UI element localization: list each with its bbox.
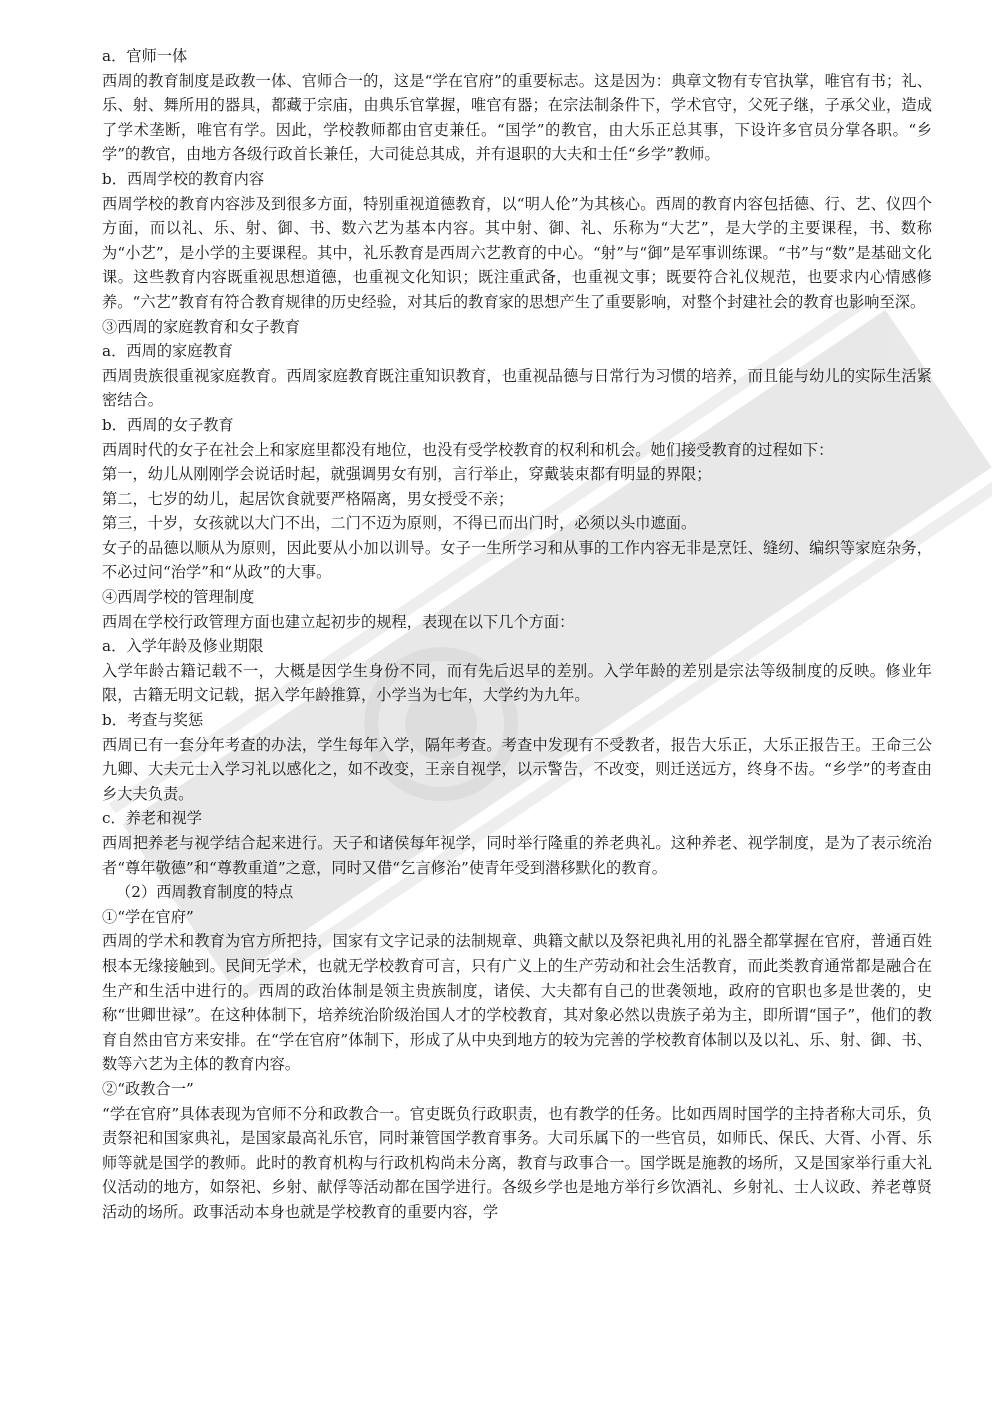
body-paragraph: 第一，幼儿从刚刚学会说话时起，就强调男女有别，言行举止，穿戴装束都有明显的界限； [102,465,712,484]
section-heading: a．西周的家庭教育 [102,342,234,361]
body-paragraph: 西周已有一套分年考查的办法，学生每年入学，隔年考查。考查中发现有不受教者，报告大乐正，大乐正报告王。王命三公九卿、大夫元士入学习礼以感化之，如不改变，王亲自视学，以示警告，不改变，则迁送远方，终身不齿。“乡学”的考查由乡大夫负责。 [102,735,932,803]
section-heading: b．考查与奖惩 [102,711,204,730]
section-heading: ②“政教合一” [102,1079,194,1098]
section-heading: ③西周的家庭教育和女子教育 [102,317,301,336]
body-paragraph: 西周的学术和教育为官方所把持，国家有文字记录的法制规章、典籍文献以及祭祀典礼用的礼器全都掌握在官府，普通百姓根本无缘接触到。民间无学术，也就无学校教育可言，只有广义上的生产劳动和社会生活教育，而此类教育通常都是融合在生产和生活中进行的。西周的政治体制是领主贵族制度，诸侯、大夫都有自己的世袭领地，政府的官职也多是世袭的，史称“世卿世禄”。在这种体制下，培养统治阶级治国人才的学校教育，其对象必然以贵族子弟为主，即所谓“国子”，他们的教育自然由官方来安排。在“学在官府”体制下，形成了从中央到地方的较为完善的学校教育体制以及以礼、乐、射、御、书、数等六艺为主体的教育内容。 [102,932,932,1074]
section-heading: ①“学在官府” [102,907,194,926]
body-paragraph: 入学年龄古籍记载不一，大概是因学生身份不同，而有先后迟早的差别。入学年龄的差别是宗法等级制度的反映。修业年限，古籍无明文记载，据入学年龄推算，小学当为七年，大学约为九年。 [102,661,932,705]
section-heading: ④西周学校的管理制度 [102,588,255,607]
section-heading: b．西周学校的教育内容 [102,169,265,188]
section-heading: a．官师一体 [102,47,188,65]
section-heading: c．养老和视学 [102,809,202,828]
subsection-heading: （2）西周教育制度的特点 [116,883,294,902]
document-body [102,44,932,1225]
body-paragraph: 西周的教育制度是政教一体、官师合一的，这是“学在官府”的重要标志。这是因为：典章文物有专官执掌，唯官有书；礼、乐、射、舞所用的器具，都藏于宗庙，由典乐官掌握，唯官有器；在宗法制条件下，学术官守，父死子继，子承父业，造成了学术垄断，唯官有学。因此，学校教师都由官吏兼任。“国学”的教官，由大乐正总其事，下设许多官员分掌各职。“乡学”的教官，由地方各级行政首长兼任，大司徒总其成，并有退职的大夫和士任“乡学”教师。 [102,71,932,164]
body-paragraph: “学在官府”具体表现为官师不分和政教合一。官吏既负行政职责，也有教学的任务。比如西周时国学的主持者称大司乐，负责祭祀和国家典礼，是国家最高礼乐官，同时兼管国学教育事务。大司乐属下的一些官员，如师氏、保氏、大胥、小胥、乐师等就是国学的教师。此时的教育机构与行政机构尚未分离，教育与政事合一。国学既是施教的场所，又是国家举行重大礼仪活动的地方，如祭祀、乡射、献俘等活动都在国学进行。各级乡学也是地方举行乡饮酒礼、乡射礼、士人议政、养老尊贤活动的场所。政事活动本身也就是学校教育的重要内容，学 [102,1104,932,1221]
body-paragraph: 西周在学校行政管理方面也建立起初步的规程，表现在以下几个方面： [102,612,575,631]
body-paragraph: 西周把养老与视学结合起来进行。天子和诸侯每年视学，同时举行隆重的养老典礼。这种养老、视学制度，是为了表示统治者“尊年敬德”和“尊教重道”之意，同时又借“乞言修治”使青年受到潜移默化的教育。 [102,834,932,877]
body-paragraph: 西周时代的女子在社会上和家庭里都没有地位，也没有受学校教育的权利和机会。她们接受教育的过程如下： [102,440,834,459]
body-paragraph: 第三，十岁，女孩就以大门不出，二门不迈为原则，不得已而出门时，必须以头巾遮面。 [102,514,697,533]
section-heading: b．西周的女子教育 [102,415,234,434]
section-heading: a．入学年龄及修业期限 [102,637,264,656]
body-paragraph: 西周学校的教育内容涉及到很多方面，特别重视道德教育，以“明人伦”为其核心。西周的教育内容包括德、行、艺、仪四个方面，而以礼、乐、射、御、书、数六艺为基本内容。其中射、御、礼、乐称为“大艺”，是大学的主要课程，书、数称为“小艺”，是小学的主要课程。其中，礼乐教育是西周六艺教育的中心。“射”与“御”是军事训练课。“书”与“数”是基础文化课。这些教育内容既重视思想道德，也重视文化知识；既注重武备，也重视文事；既要符合礼仪规范，也要求内心情感修养。“六艺”教育有符合教育规律的历史经验，对其后的教育家的思想产生了重要影响，对整个封建社会的教育也影响至深。 [102,194,932,311]
body-paragraph: 女子的品德以顺从为原则，因此要从小加以训导。女子一生所学习和从事的工作内容无非是烹饪、缝纫、编织等家庭杂务，不必过问“治学”和“从政”的大事。 [102,538,932,582]
body-paragraph: 西周贵族很重视家庭教育。西周家庭教育既注重知识教育，也重视品德与日常行为习惯的培养，而且能与幼儿的实际生活紧密结合。 [102,366,932,410]
body-paragraph: 第二，七岁的幼儿，起居饮食就要严格隔离，男女授受不亲； [102,489,514,508]
